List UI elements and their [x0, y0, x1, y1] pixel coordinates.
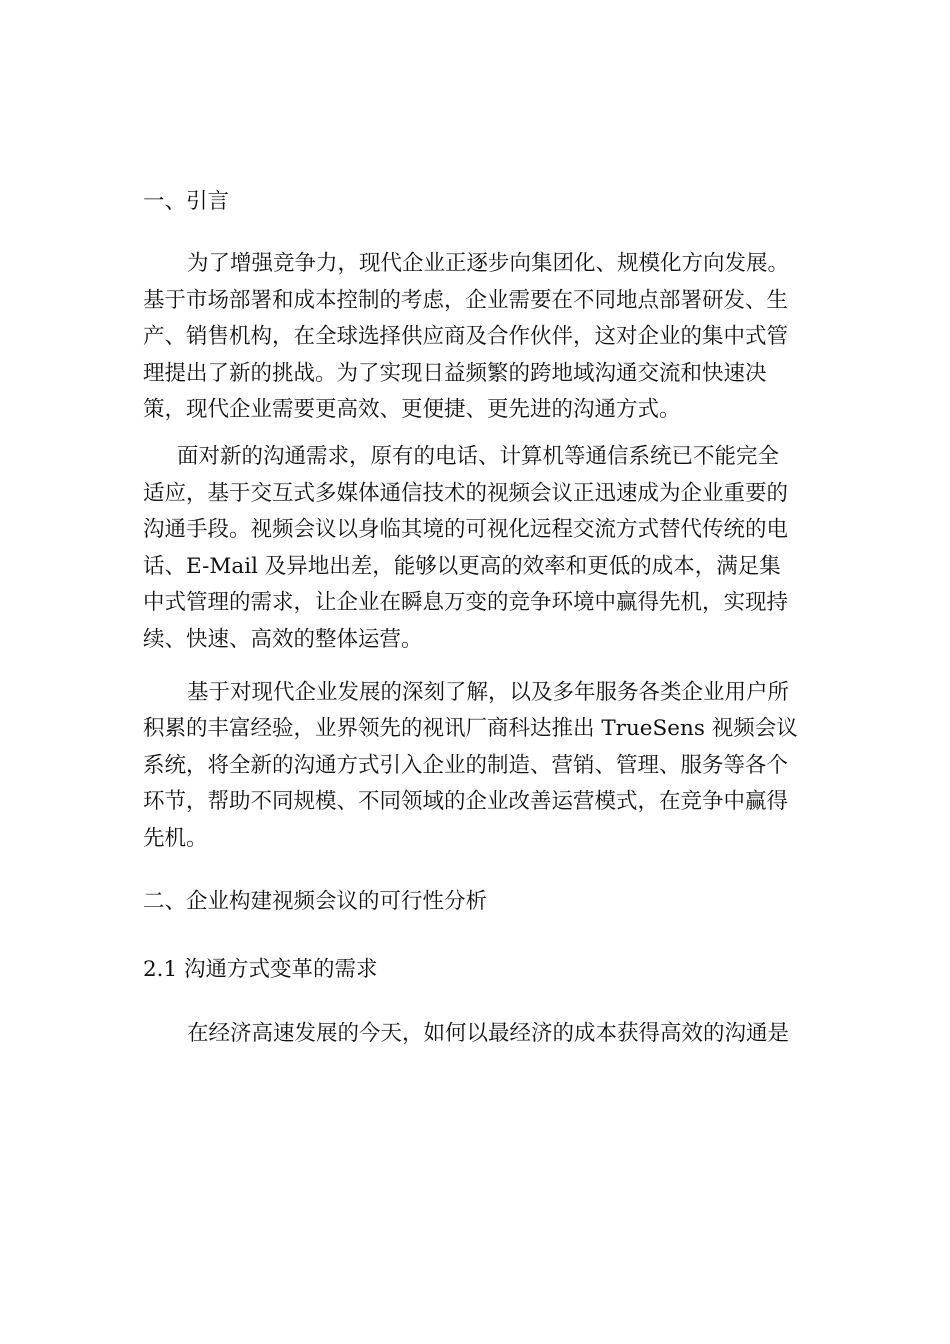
document-page: [143, 178, 811, 1052]
section-heading-feasibility: 二、企业构建视频会议的可行性分析: [143, 888, 488, 914]
paragraph-line: 策，现代企业需要更高效、更便捷、更先进的沟通方式。: [143, 397, 681, 423]
paragraph-line: 产、销售机构，在全球选择供应商及合作伙伴，这对企业的集中式管: [143, 324, 789, 350]
paragraph-intro-2: [143, 439, 811, 659]
paragraph-line: 面对新的沟通需求，原有的电话、计算机等通信系统已不能完全: [177, 443, 780, 469]
paragraph-line: 续、快速、高效的整体运营。: [143, 626, 423, 652]
paragraph-communication-needs: [143, 1016, 811, 1053]
paragraph-line: 系统，将全新的沟通方式引入企业的制造、营销、管理、服务等各个: [143, 752, 789, 778]
paragraph-line: 在经济高速发展的今天，如何以最经济的成本获得高效的沟通是: [187, 1020, 790, 1046]
paragraph-line: 话、E-Mail 及异地出差，能够以更高的效率和更低的成本，满足集: [143, 553, 781, 579]
paragraph-line: 为了增强竞争力，现代企业正逐步向集团化、规模化方向发展。: [187, 251, 790, 276]
paragraph-line: 环节，帮助不同规模、不同领域的企业改善运营模式，在竞争中赢得: [143, 789, 789, 815]
paragraph-intro-3: [143, 675, 811, 858]
paragraph-line: 基于对现代企业发展的深刻了解，以及多年服务各类企业用户所: [187, 679, 790, 705]
paragraph-line: 沟通手段。视频会议以身临其境的可视化远程交流方式替代传统的电: [143, 517, 789, 543]
paragraph-line: 先机。: [143, 825, 208, 851]
section-heading-introduction: 一、引言: [143, 189, 230, 214]
paragraph-line: 积累的丰富经验，业界领先的视讯厂商科达推出 TrueSens 视频会议: [143, 716, 798, 742]
paragraph-line: 中式管理的需求，让企业在瞬息万变的竞争环境中赢得先机，实现持: [143, 590, 789, 616]
paragraph-line: 适应，基于交互式多媒体通信技术的视频会议正迅速成为企业重要的: [143, 480, 789, 506]
paragraph-intro-1: [143, 246, 811, 429]
paragraph-line: 理提出了新的挑战。为了实现日益频繁的跨地域沟通交流和快速决: [143, 360, 767, 386]
paragraph-line: 基于市场部署和成本控制的考虑，企业需要在不同地点部署研发、生: [143, 287, 789, 313]
subsection-heading-communication-needs: 2.1 沟通方式变革的需求: [143, 956, 378, 982]
